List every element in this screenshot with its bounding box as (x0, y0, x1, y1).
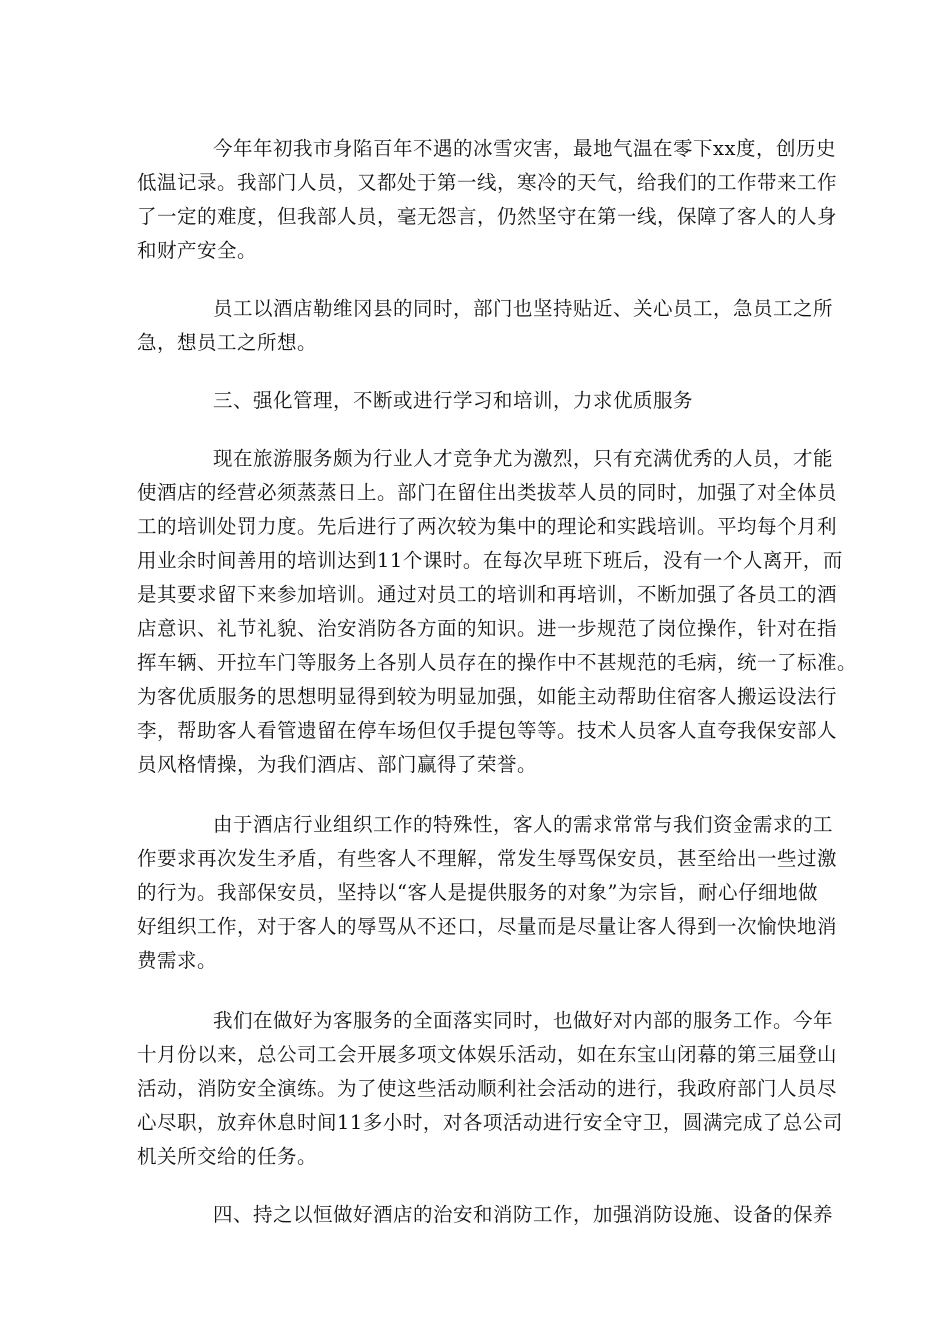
paragraph-line: 活动，消防安全演练。为了使这些活动顺利社会活动的进行，我政府部门人员尽 (137, 1077, 838, 1100)
paragraph-line: 员风格情操，为我们酒店、部门赢得了荣誉。 (137, 753, 538, 776)
paragraph-care-for-staff (137, 292, 834, 360)
paragraph-line: 我们在做好为客服务的全面落实同时，也做好对内部的服务工作。今年 (213, 1009, 834, 1032)
paragraph-line: 好组织工作，对于客人的辱骂从不还口，尽量而是尽量让客人得到一次愉快地消 (137, 915, 838, 938)
paragraph-line: 和财产安全。 (137, 239, 258, 262)
paragraph-line: 十月份以来，总公司工会开展多项文体娱乐活动，如在东宝山闭幕的第三届登山 (137, 1043, 838, 1066)
paragraph-line: 费需求。 (137, 949, 218, 972)
paragraph-line: 心尽职，放弃休息时间11多小时，对各项活动进行安全守卫，圆满完成了总公司 (137, 1111, 843, 1134)
paragraph-internal-service (137, 1004, 843, 1174)
paragraph-line: 机关所交给的任务。 (137, 1145, 318, 1168)
paragraph-guest-conflict (137, 808, 838, 978)
paragraph-line: 店意识、礼节礼貌、治安消防各方面的知识。进一步规范了岗位操作，针对在指 (137, 617, 838, 640)
paragraph-line: 是其要求留下来参加培训。通过对员工的培训和再培训，不断加强了各员工的酒 (137, 583, 838, 606)
paragraph-line: 挥车辆、开拉车门等服务上各别人员存在的操作中不甚规范的毛病，统一了标准。 (137, 651, 858, 674)
paragraph-line: 为客优质服务的思想明显得到较为明显加强，如能主动帮助住宿客人搬运设法行 (137, 685, 838, 708)
paragraph-line: 工的培训处罚力度。先后进行了两次较为集中的理论和实践培训。平均每个月利 (137, 515, 838, 538)
paragraph-line: 的行为。我部保安员，坚持以“客人是提供服务的对象”为宗旨，耐心仔细地做 (137, 881, 818, 904)
paragraph-cold-weather (137, 132, 838, 268)
paragraph-line: 作要求再次发生矛盾，有些客人不理解，常发生辱骂保安员，甚至给出一些过激 (137, 847, 838, 870)
document-body (137, 132, 858, 1258)
section-heading-fire-safety (137, 1198, 834, 1232)
paragraph-line: 使酒店的经营必须蒸蒸日上。部门在留住出类拔萃人员的同时，加强了对全体员 (137, 481, 838, 504)
paragraph-line: 急，想员工之所想。 (137, 331, 318, 354)
paragraph-training (137, 442, 858, 782)
paragraph-line: 用业余时间善用的培训达到11个课时。在每次早班下班后，没有一个人离开，而 (137, 549, 843, 572)
heading-line: 三、强化管理，不断或进行学习和培训，力求优质服务 (213, 389, 694, 412)
section-heading-training (137, 384, 821, 418)
paragraph-line: 今年年初我市身陷百年不遇的冰雪灾害，最地气温在零下xx度，创历史 (213, 137, 836, 160)
paragraph-line: 现在旅游服务颇为行业人才竞争尤为激烈，只有充满优秀的人员，才能 (213, 447, 834, 470)
paragraph-line: 低温记录。我部门人员，又都处于第一线，寒冷的天气，给我们的工作带来工作 (137, 171, 838, 194)
paragraph-line: 了一定的难度，但我部人员，毫无怨言，仍然坚守在第一线，保障了客人的人身 (137, 205, 838, 228)
paragraph-line: 由于酒店行业组织工作的特殊性，客人的需求常常与我们资金需求的工 (213, 813, 834, 836)
paragraph-line: 李，帮助客人看管遗留在停车场但仅手提包等等。技术人员客人直夸我保安部人 (137, 719, 838, 742)
heading-line: 四、持之以恒做好酒店的治安和消防工作，加强消防设施、设备的保养 (213, 1203, 834, 1226)
paragraph-line: 员工以酒店勒维冈县的同时，部门也坚持贴近、关心员工，急员工之所 (213, 297, 834, 320)
